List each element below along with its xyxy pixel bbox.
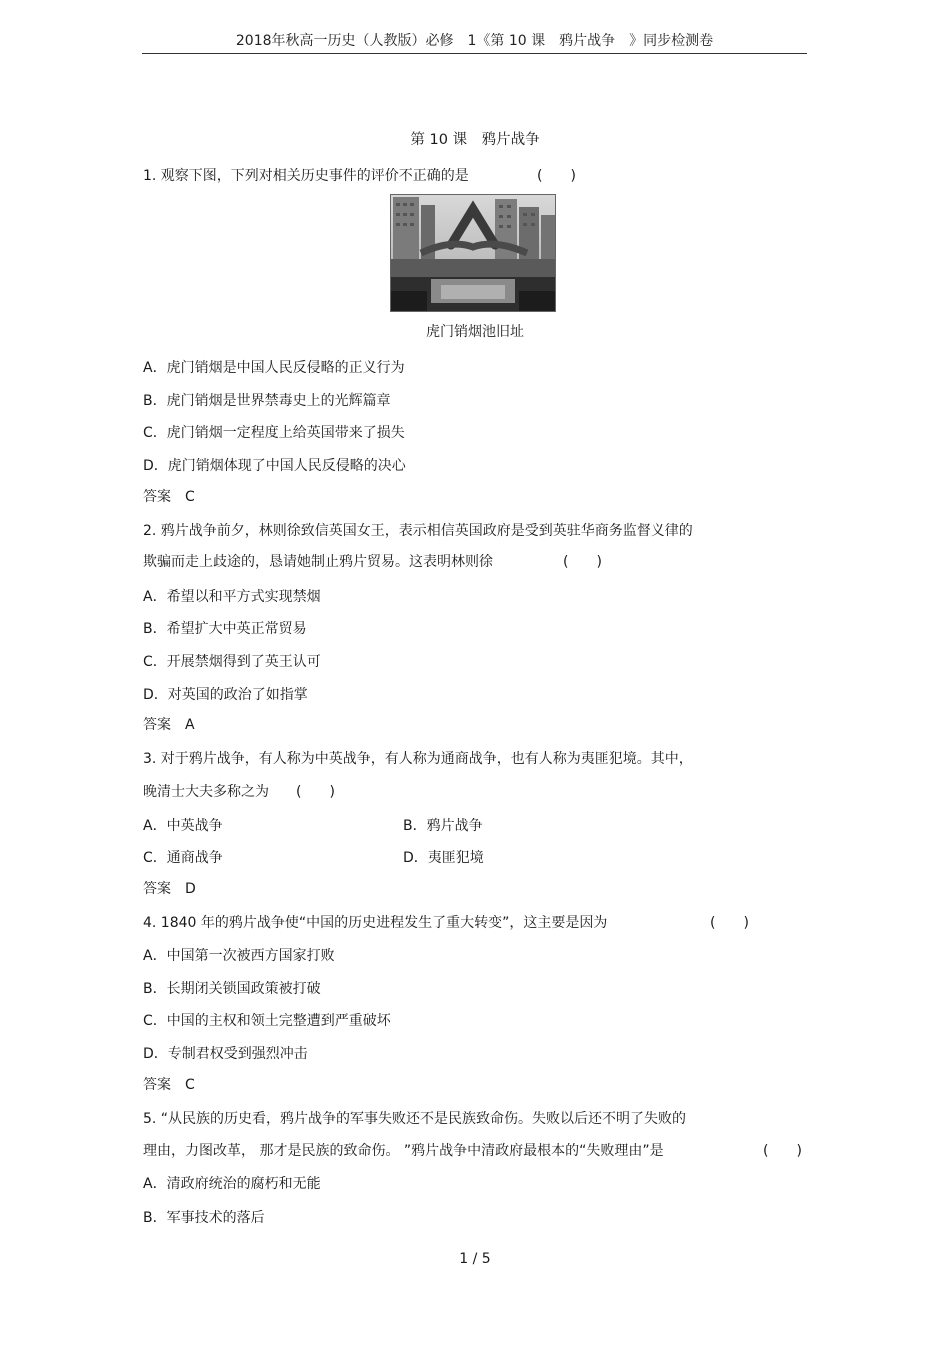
q5-option-b: B．军事技术的落后 (143, 1210, 265, 1226)
q5-stem-line2: 理由，力图改革， 那才是民族的致命伤。 ”鸦片战争中清政府最根本的“失败理由”是 (143, 1143, 664, 1159)
q2-option-d: D．对英国的政治了如指掌 (143, 687, 308, 703)
q4-option-b: B．长期闭关锁国政策被打破 (143, 981, 321, 997)
page-number: 1 / 5 (459, 1251, 491, 1267)
q2-stem-line2: 欺骗而走上歧途的，恳请她制止鸦片贸易。这表明林则徐 (143, 554, 493, 570)
q1-answer: 答案 C (143, 489, 195, 505)
humen-photo (390, 194, 556, 312)
q4-option-a: A．中国第一次被西方国家打败 (143, 948, 335, 964)
figure-caption: 虎门销烟池旧址 (426, 324, 524, 340)
q4-answer: 答案 C (143, 1077, 195, 1093)
header-rule (142, 53, 807, 54)
q1-option-b: B．虎门销烟是世界禁毒史上的光辉篇章 (143, 393, 391, 409)
q3-stem-line2: 晚清士大夫多称之为 (143, 784, 269, 800)
q2-option-a: A．希望以和平方式实现禁烟 (143, 589, 321, 605)
q1-stem: 1. 观察下图，下列对相关历史事件的评价不正确的是 (143, 168, 469, 184)
q2-answer-blank: ( ) (563, 554, 602, 570)
q4-option-c: C．中国的主权和领土完整遭到严重破坏 (143, 1013, 391, 1029)
q3-option-d: D．夷匪犯境 (403, 850, 484, 866)
q2-option-b: B．希望扩大中英正常贸易 (143, 621, 307, 637)
q4-stem: 4. 1840 年的鸦片战争使“中国的历史进程发生了重大转变”，这主要是因为 (143, 915, 608, 931)
q3-answer-blank: ( ) (296, 784, 335, 800)
q5-stem-line1: 5. “从民族的历史看，鸦片战争的军事失败还不是民族致命伤。失败以后还不明了失败的 (143, 1111, 687, 1127)
q1-option-c: C．虎门销烟一定程度上给英国带来了损失 (143, 425, 405, 441)
q3-stem-line1: 3. 对于鸦片战争，有人称为中英战争，有人称为通商战争，也有人称为夷匪犯境。其中， (143, 751, 693, 767)
q5-answer-blank: ( ) (763, 1143, 802, 1159)
q2-stem-line1: 2. 鸦片战争前夕，林则徐致信英国女王，表示相信英国政府是受到英驻华商务监督义律的 (143, 523, 693, 539)
page-header: 2018年秋高一历史（人教版）必修 1《第 10 课 鸦片战争 》同步检测卷 (235, 33, 714, 49)
q4-option-d: D．专制君权受到强烈冲击 (143, 1046, 308, 1062)
q3-option-a: A．中英战争 (143, 818, 223, 834)
lesson-title: 第 10 课 鸦片战争 (410, 132, 540, 148)
q4-answer-blank: ( ) (710, 915, 749, 931)
q2-answer: 答案 A (143, 717, 195, 733)
q3-option-b: B．鸦片战争 (403, 818, 483, 834)
q3-answer: 答案 D (143, 881, 196, 897)
q1-option-a: A．虎门销烟是中国人民反侵略的正义行为 (143, 360, 405, 376)
q1-option-d: D．虎门销烟体现了中国人民反侵略的决心 (143, 458, 406, 474)
q2-option-c: C．开展禁烟得到了英王认可 (143, 654, 321, 670)
q5-option-a: A．清政府统治的腐朽和无能 (143, 1176, 321, 1192)
q1-answer-blank: ( ) (537, 168, 576, 184)
q3-option-c: C．通商战争 (143, 850, 223, 866)
